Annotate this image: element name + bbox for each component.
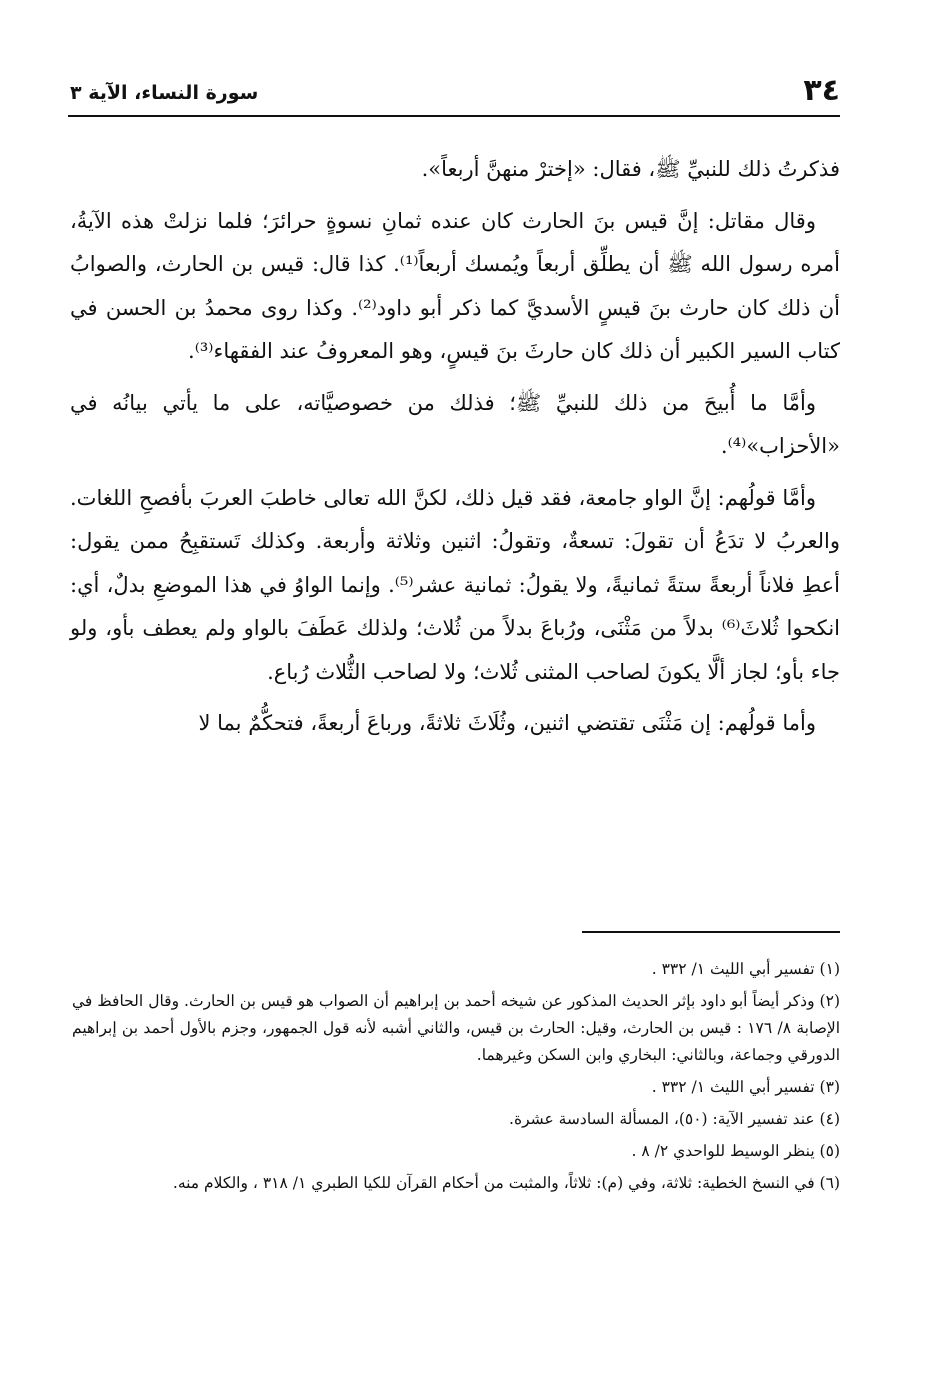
footnotes [72, 956, 840, 1202]
footnote: (٣) تفسير أبي الليث ١/ ٣٣٢ . [651, 1078, 840, 1096]
paragraph: فذكرتُ ذلك للنبيِّ ﷺ، فقال: «إخترْ منهنَّ أربعاً». [421, 157, 840, 181]
footnote: (٥) ينظر الوسيط للواحدي ٢/ ٨ . [631, 1142, 840, 1160]
paragraph: وقال مقاتل: إنَّ قيس بنَ الحارث كان عنده ثمانِ نسوةٍ حرائرَ؛ فلما نزلتْ هذه الآيةُ، أمره رسول الله ﷺ أن يطلِّق أربعاً ويُمسك أربعاً⁽¹⁾. كذا قال: قيس بن الحارث، والصوابُ أن ذلك كان حارث بنَ قيسٍ الأسديَّ كما ذكر أبو داود⁽²⁾. وكذا روى محمدُ بن الحسن في كتاب السير الكبير أن ذلك كان حارثَ بنَ قيسٍ، وهو المعروفُ عند الفقهاء⁽³⁾. [70, 208, 840, 363]
footnote: (٤) عند تفسير الآية: (٥٠)، المسألة السادسة عشرة. [509, 1110, 840, 1128]
main-text [70, 148, 840, 746]
footnote: (٢) وذكر أيضاً أبو داود بإثر الحديث المذكور عن شيخه أحمد بن إبراهيم أن الصواب هو قيس بن الحارث. وقال الحافظ في الإصابة ٨/ ١٧٦ : قيس بن الحارث، وقيل: الحارث بن قيس، والثاني أشبه لأنه قول الجمهور، وجزم بالأول أحمد بن إبراهيم الدورقي وجماعة، وبالثاني: البخاري وابن السكن وغيرهما. [72, 992, 840, 1064]
page-header [70, 68, 840, 112]
footnote-rule [582, 931, 840, 933]
running-title: سورة النساء، الآية ٣ [70, 82, 259, 104]
paragraph: وأمَّا قولُهم: إنَّ الواو جامعة، فقد قيل ذلك، لكنَّ الله تعالى خاطبَ العربَ بأفصحِ اللغات. والعربُ لا تدَعُ أن تقولَ: تسعةٌ، وتقولُ: اثنين وثلاثة وأربعة. وكذلك تَستقبِحُ ممن يقول: أعطِ فلاناً أربعةً ستةً ثمانيةً، ولا يقولُ: ثمانية عشر⁽⁵⁾. وإنما الواوُ في هذا الموضعِ بدلٌ، أي: انكحوا ثُلاثَ⁽⁶⁾ بدلاً من مَثْنَى، ورُباعَ بدلاً من ثُلاث؛ ولذلك عَطَفَ بالواو ولم يعطف بأو، ولو جاء بأو؛ لجاز ألَّا يكونَ لصاحب المثنى ثُلاث؛ ولا لصاحب الثُّلاث رُباع. [70, 485, 840, 684]
paragraph: وأمَّا ما أُبيحَ من ذلك للنبيِّ ﷺ؛ فذلك من خصوصيَّاته، على ما يأتي بيانُه في «الأحزاب»⁽⁴⁾. [70, 390, 840, 458]
paragraph: وأما قولُهم: إن مَثْنَى تقتضي اثنين، وثُلَاثَ ثلاثةً، ورباعَ أربعةً، فتحكُّمٌ بما لا [198, 711, 816, 735]
footnote: (١) تفسير أبي الليث ١/ ٣٣٢ . [651, 960, 840, 978]
page-number: ٣٤ [803, 73, 840, 108]
footnote: (٦) في النسخ الخطية: ثلاثة، وفي (م): ثلاثاً، والمثبت من أحكام القرآن للكيا الطبري ١/ ٣١٨ ، والكلام منه. [172, 1174, 840, 1192]
header-rule [68, 115, 840, 117]
